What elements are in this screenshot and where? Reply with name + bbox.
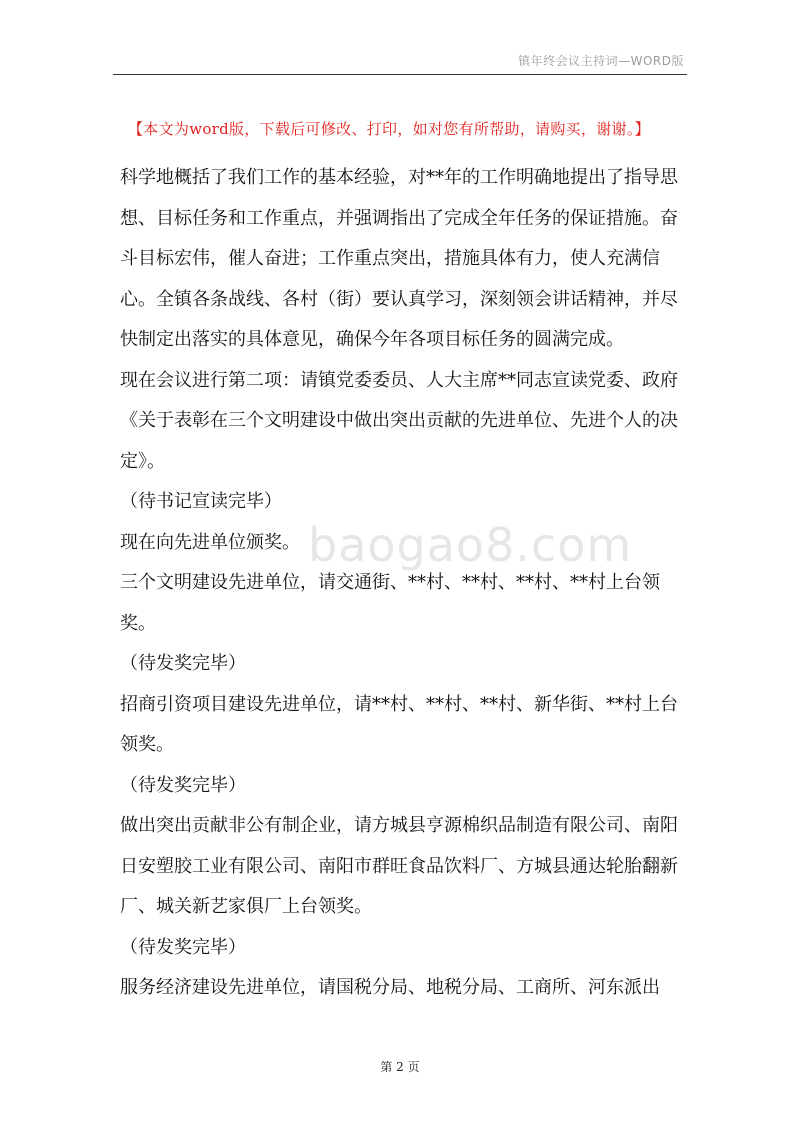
paragraph: （待发奖完毕）: [120, 653, 246, 674]
page-number: 第 2 页: [380, 1060, 420, 1074]
paragraph: （待发奖完毕）: [120, 774, 246, 796]
paragraph: 服务经济建设先进单位，请国税分局、地税分局、工商所、河东派出: [120, 977, 660, 998]
paragraph: 做出突出贡献非公有制企业，请方城县亨源棉织品制造有限公司、南阳日安塑胶工业有限公司、南阳市群旺食品饮料厂、方城县通达轮胎翻新厂、城关新艺家俱厂上台领奖。: [120, 815, 678, 917]
download-notice: 【本文为word版，下载后可修改、打印，如对您有所帮助，请购买，谢谢。】: [128, 120, 650, 138]
paragraph: 三个文明建设先进单位，请交通街、**村、**村、**村、**村上台领奖。: [120, 572, 660, 634]
paragraph: （待书记宣读完毕）: [120, 491, 282, 512]
paragraph: 科学地概括了我们工作的基本经验，对**年的工作明确地提出了指导思想、目标任务和工作重点，并强调指出了完成全年任务的保证措施。奋斗目标宏伟，催人奋进；工作重点突出，措施具体有力，使人充满信心。全镇各条战线、各村（街）要认真学习，深刻领会讲话精神，并尽快制定出落实的具体意见，确保今年各项目标任务的圆满完成。: [120, 167, 678, 350]
paragraph: 现在向先进单位颁奖。: [120, 531, 300, 553]
header-divider: [113, 74, 687, 75]
paragraph: （待发奖完毕）: [120, 936, 246, 958]
running-header: 镇年终会议主持词—WORD版: [518, 54, 684, 68]
watermark: baogao8.com: [308, 518, 633, 572]
document-body: [120, 158, 690, 1009]
paragraph: 现在会议进行第二项：请镇党委委员、人大主席**同志宣读党委、政府《关于表彰在三个文明建设中做出突出贡献的先进单位、先进个人的决定》。: [120, 369, 678, 472]
paragraph: 招商引资项目建设先进单位，请**村、**村、**村、新华街、**村上台领奖。: [120, 693, 678, 755]
